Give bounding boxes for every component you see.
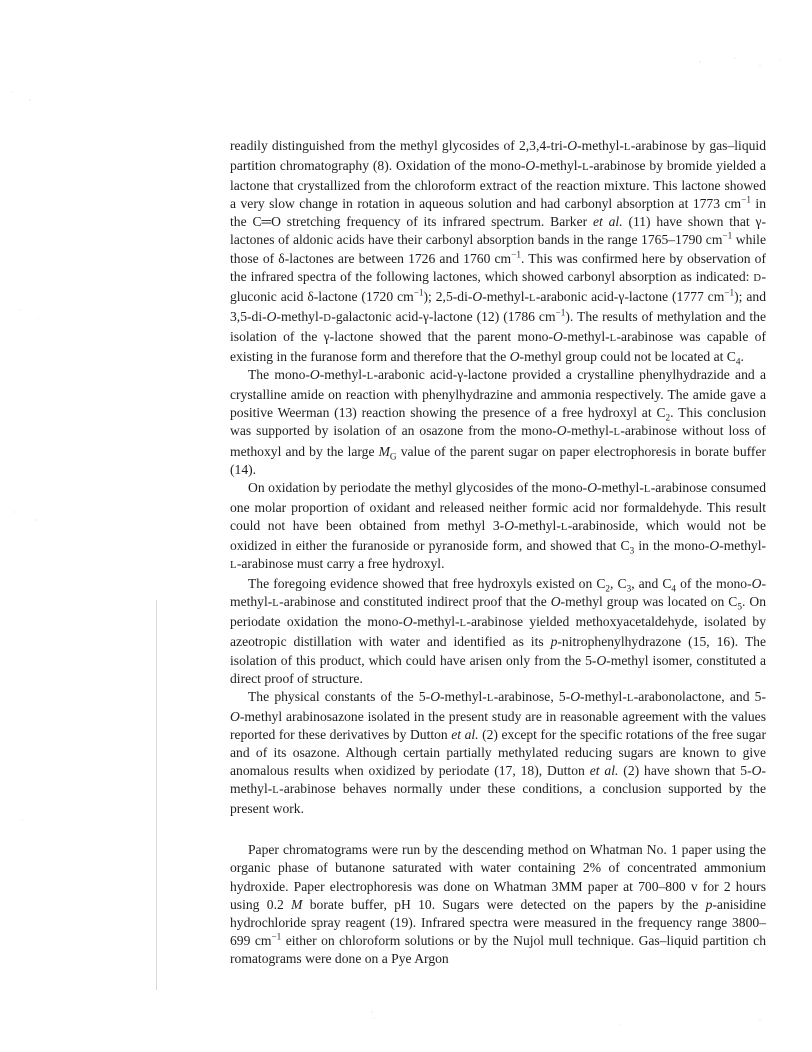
paragraph-evidence: The foregoing evidence showed that free hydroxyls existed on $C_2$, $C_3$, and $C_4$ of the mono-O-methyl-L-arabinose and constituted indirect proof that the O-methyl group was located on $C_5$. On periodate oxidation the mono-O-methyl-L-arabinose yielded methoxyacetaldehyde, isolated by azeotropic distillation with water and identified as its p-nitrophenylhydrazone (15, 16). The isolation of this product, which could have arisen only from the 5-O-methyl isomer, constituted a direct proof of structure.	[230, 576, 767, 686]
paragraph-constants: The physical constants of the 5-O-methyl-L-arabinose, 5-O-methyl-L-arabonolactone, and 5-O-methyl arabinosazone isolated in the present study are in reasonable agreement with the values reported for these derivatives by Dutton et al. (2) except for the specific rotations of the free sugar and of its osazone. Although certain partially methylated reducing sugars are known to give anomalous results when oxidized by periodate (17, 18), Dutton et al. (2) have shown that 5-O-methyl-L-arabinose behaves normally under these conditions, a conclusion supported by the present work.	[230, 688, 766, 817]
paragraph-periodate: On oxidation by periodate the methyl glycosides of the mono-O-methyl-L-arabinose consumed one molar proportion of oxidant and released neither formic acid nor formaldehyde. This result could not have been obtained from methyl 3-O-methyl-L-arabinoside, which would not be oxidized in either the furanoside or pyranoside form, and showed that $C_3$ in the mono-O-methyl-L-arabinose must carry a free hydroxyl.	[230, 479, 767, 572]
paragraph-experimental: Paper chromatograms were run by the descending method on Whatman No. 1 paper using the organic phase of butanone saturated with water containing 2% of concentrated ammonium hydroxide. Paper electrophoresis was done on Whatman 3MM paper at 700–800 v for 2 hours using 0.2 M borate buffer, pH 10. Sugars were detected on the papers by the p-anisidine hydrochloride spray reagent (19). Infrared spectra were measured in the frequency range 3800–699 $cm^{-1}$ either on chloroform solutions or by the Nujol mull technique. Gas–liquid partition ch romatograms were done on a Pye Argon	[230, 842, 767, 966]
paragraph-amide: The mono-O-methyl-L-arabonic acid-γ-lactone provided a crystalline phenylhydrazide and a crystalline amide on reaction with phenylhydrazine and ammonia respectively. The amide gave a positive Weerman (13) reaction showing the presence of a free hydroxyl at $C_2$. This conclusion was supported by isolation of an osazone from the mono-O-methyl-L-arabinose without loss of methoxyl and by the large $M_G$ value of the parent sugar on paper electrophoresis in borate buffer (14).	[230, 367, 767, 477]
paragraph-continued: readily distinguished from the methyl glycosides of 2,3,4-tri-O-methyl-L-arabinose by gas–liquid partition chromatography (8). Oxidation of the mono-O-methyl-L-arabinose by bromide yielded a lactone that crystallized from the chloroform extract of the reaction mixture. This lactone showed a very slow change in rotation in aqueous solution and had carbonyl absorption at 1773 $cm^{-1}$ in the C═O stretching frequency of its infrared spectrum. Barker et al. (11) have shown that γ-lactones of aldonic acids have their carbonyl absorption bands in the range 1765–1790 $cm^{-1}$ while those of δ-lactones are between 1726 and 1760 $cm^{-1}$. This was confirmed here by observation of the infrared spectra of the following lactones, which showed carbonyl absorption as indicated: D-gluconic acid δ-lactone (1720 $cm^{-1}$); 2,5-di-O-methyl-L-arabonic acid-γ-lactone (1777 $cm^{-1}$); and 3,5-di-O-methyl-D-galactonic acid-γ-lactone (12) (1786 $cm^{-1}$). The results of methylation and the isolation of the γ-lactone showed that the parent mono-O-methyl-L-arabinose was capable of existing in the furanose form and therefore that the O-methyl group could not be located at $C_4$.	[230, 138, 767, 367]
margin-rule	[156, 600, 157, 990]
side-download-notice	[0, 0, 48, 1052]
article-body	[230, 137, 766, 968]
